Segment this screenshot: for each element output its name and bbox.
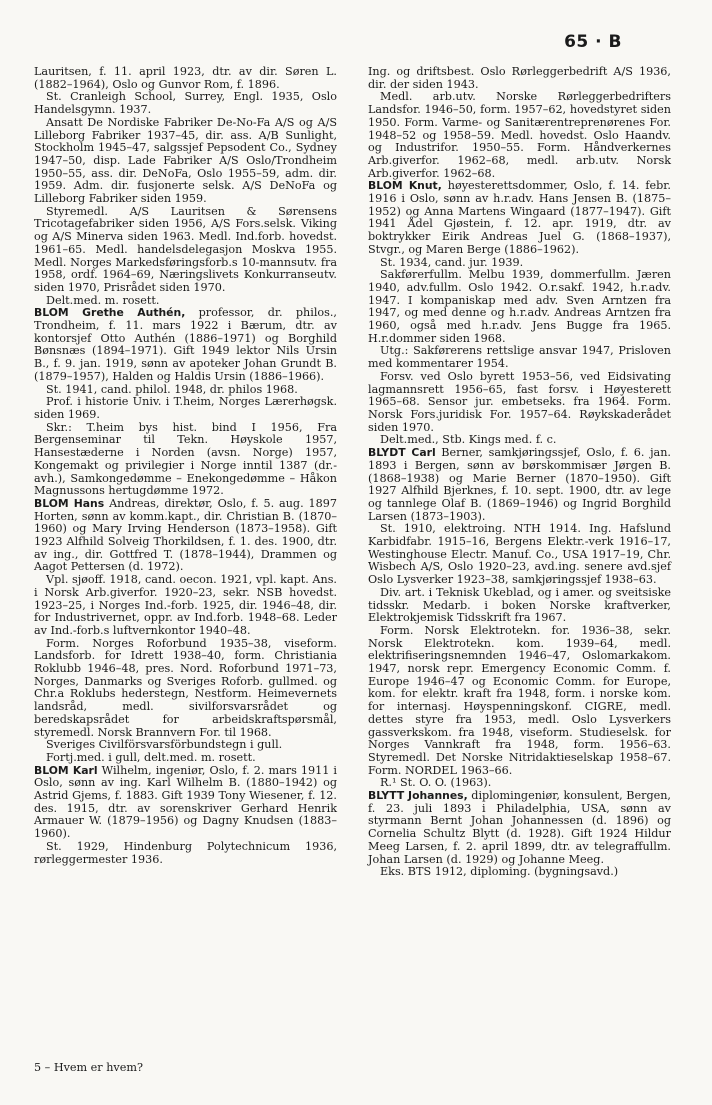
entry-text: professor, dr. philos., Trondheim, f. 11. mars 1922 i Bærum, dtr. av kontorsjef Otto Authén (1886–1971) og Borghild Bønsnæs (1894–1971). Gift 1949 lektor Nils Ursin B., f. 9. jan. 1919, sønn av apoteker Johan Grundt B. (1879–1957), Halden og Haldis Ursin (1886–1966). <box>34 306 337 383</box>
paragraph: Medl. arb.utv. Norske Rørleggerbedrifters Landsfor. 1946–50, form. 1957–62, hovedstyret siden 1950. Form. Varme- og Sanitærentreprenørenes For. 1948–52 og 1958–59. Medl. hovedst. Oslo Haandv. og Industrifor. 1950–55. Form. Håndverkernes Arb.giverfor. 1962–68, medl. arb.utv. Norsk Arb.giverfor. 1962–68. <box>368 90 671 180</box>
paragraph: Forsv. ved Oslo byrett 1953–56, ved Eidsivating lagmannsrett 1956–65, fast forsv. i Høyesterett 1965–68. Sensor jur. embetseks. fra 1964. Form. Norsk Fors.juridisk For. 1957–64. Røykskaderådet siden 1970. <box>368 369 671 434</box>
entry-heading: BLOM Karl <box>34 763 98 777</box>
entry-heading: BLYTT Johannes, <box>368 789 468 803</box>
entry-text: diplomingeniør, konsulent, Bergen, f. 23. juli 1893 i Philadelphia, USA, sønn av styrmann Bernt Johan Johannessen (d. 1896) og Cornelia Schultz Blytt (d. 1928). Gift 1924 Hildur Meeg Larsen, f. 2. april 1899, dtr. av telegraffullm. Johan Larsen (d. 1929) og Johanne Meeg. <box>368 789 671 866</box>
paragraph: St. 1941, cand. philol. 1948, dr. philos 1968. <box>46 382 298 396</box>
paragraph: Form. Norges Roforbund 1935–38, viseform. Landsforb. for Idrett 1938–40, form. Christiania Roklubb 1946–48, pres. Nord. Roforbund 1971–73, Norges, Danmarks og Sveriges Roforb. gullmed. og Chr.a Roklubs hederstegn, Nestform. Heimevernets landsråd, medl. sivilforsvarsrådet og beredskapsrådet for arbeidskraftspørsmål, styremedl. Norsk Brannvern For. til 1968. <box>34 636 337 739</box>
paragraph: Styremedl. A/S Lauritsen & Sørensens Tricotagefabriker siden 1956, A/S Fors.selsk. Viking og A/S Minerva siden 1963. Medl. Ind.forb. hovedst. 1961–65. Medl. handelsdelegasjon Moskva 1955. Medl. Norges Markedsføringsforb.s 10-mannsutv. fra 1958, ordf. 1964–69, Næringslivets Konkurranseutv. siden 1970, Prisrådet siden 1970. <box>34 204 337 294</box>
left-column <box>34 66 337 866</box>
continued-paragraph: Lauritsen, f. 11. april 1923, dtr. av dir. Søren L. (1882–1964), Oslo og Gunvor Rom, f. 1896. <box>34 65 337 91</box>
entry-text: Berner, samkjøringssjef, Oslo, f. 6. jan. 1893 i Bergen, sønn av børskommisær Jørgen B. (1868–1938) og Marie Berner (1870–1950). Gift 1927 Alfhild Bjerknes, f. 10. sept. 1900, dtr. av lege og tannlege Olaf B. (1869–1946) og Ingrid Borghild Larsen (1873–1903). <box>368 446 671 523</box>
continued-paragraph: Ing. og driftsbest. Oslo Rørleggerbedrift A/S 1936, dir. der siden 1943. <box>368 65 671 91</box>
paragraph: Delt.med. m. rosett. <box>46 293 160 307</box>
paragraph: Eks. BTS 1912, diploming. (bygningsavd.) <box>380 865 619 879</box>
paragraph: Delt.med., Stb. Kings med. f. c. <box>380 433 557 447</box>
paragraph: St. 1910, elektroing. NTH 1914. Ing. Hafslund Karbidfabr. 1915–16, Bergens Elektr.-verk 1916–17, Westinghouse Electr. Manuf. Co., USA 1917–19, Chr. Wisbech A/S, Oslo 1920–23, avd.ing. senere avd.sjef Oslo Lysverker 1923–38, samkjøringssjef 1938–63. <box>368 522 671 587</box>
biography-entry <box>368 790 671 866</box>
entry-text: høyesterettsdommer, Oslo, f. 14. febr. 1916 i Oslo, sønn av h.r.adv. Hans Jensen B. (1875–1952) og Anna Martens Wingaard (1877–1947). Gift 1941 Ådel Gjøstein, f. 12. apr. 1919, dtr. av boktrykker Eirik Andreas Juel G. (1868–1937), Stvgr., og Maren Berge (1886–1962). <box>368 179 671 256</box>
entry-heading: BLOM Grethe Authén, <box>34 306 186 320</box>
paragraph: Form. Norsk Elektrotekn. for. 1936–38, sekr. Norsk Elektrotekn. kom. 1939–64, medl. elektrifiseringsnemnden 1946–47, Oslomarkakom. 1947, norsk repr. Emergency Economic Comm. f. Europe 1946–47 og Economic Comm. for Europe, kom. for elektr. kraft fra 1948, form. i norske kom. for internasj. Høyspenningskonf. CIGRE, medl. dettes styre fra 1953, medl. Oslo Lysverkers gassverkskom. fra 1948, viseform. Studieselsk. for Norges Vannkraft fra 1948, form. 1956–63. Styremedl. Det Norske Nitridaktieselskap 1958–67. Form. NORDEL 1963–66. <box>368 623 671 777</box>
paragraph: Fortj.med. i gull, delt.med. m. rosett. <box>46 750 256 764</box>
biography-entry <box>34 307 337 383</box>
paragraph: Prof. i historie Univ. i T.heim, Norges Lærerhøgsk. siden 1969. <box>34 395 337 421</box>
biography-entry <box>34 765 337 841</box>
biography-entry <box>368 180 671 256</box>
paragraph: St. Cranleigh School, Surrey, Engl. 1935, Oslo Handelsgymn. 1937. <box>34 90 337 117</box>
paragraph: R.¹ St. O. O. (1963). <box>380 776 492 790</box>
biography-entry <box>34 498 337 574</box>
paragraph: Skr.: T.heim bys hist. bind I 1956, Fra Bergenseminar til Tekn. Høyskole 1957, Hansestæderne i Norden (avsn. Norge) 1957, Kongemakt og privilegier i Norge inntil 1387 (dr.-avh.), Samkongedømme – Enekongedømme – Håkon Magnussons hertugdømme 1972. <box>34 420 337 498</box>
paragraph: Utg.: Sakførerens rettslige ansvar 1947, Prisloven med kommentarer 1954. <box>368 344 671 371</box>
entry-heading: BLYDT Carl <box>368 446 436 460</box>
entry-text: Wilhelm, ingeniør, Oslo, f. 2. mars 1911 i Oslo, sønn av ing. Karl Wilhelm B. (1880–1942) og Astrid Gjems, f. 1883. Gift 1939 Tony Wiesener, f. 12. des. 1915, dtr. av sorenskriver Gerhard Henrik Armauer W. (1879–1956) og Dagny Knudsen (1883–1960). <box>34 763 337 841</box>
paragraph: Sakførerfullm. Melbu 1939, dommerfullm. Jæren 1940, adv.fullm. Oslo 1942. O.r.sakf. 1942, h.r.adv. 1947. I kompaniskap med adv. Sven Arntzen fra 1947, og med denne og h.r.adv. Andreas Arntzen fra 1960, også med h.r.adv. Jens Bugge fra 1965. H.r.dommer siden 1968. <box>368 268 671 345</box>
right-column <box>368 66 671 879</box>
page-number: 65 · B <box>564 32 622 52</box>
paragraph: St. 1934, cand. jur. 1939. <box>380 255 524 269</box>
page-footer: 5 – Hvem er hvem? <box>34 1061 143 1074</box>
paragraph: Sveriges Civilförsvarsförbundstegn i gull. <box>46 738 283 752</box>
paragraph: St. 1929, Hindenburg Polytechnicum 1936, rørleggermester 1936. <box>34 839 337 866</box>
paragraph: Div. art. i Teknisk Ukeblad, og i amer. og sveitsiske tidsskr. Medarb. i boken Norske kraftverker, Elektrokjemisk Tidsskrift fra 1967. <box>368 585 671 625</box>
paragraph: Ansatt De Nordiske Fabriker De-No-Fa A/S og A/S Lilleborg Fabriker 1937–45, dir. ass. A/B Sunlight, Stockholm 1945–47, salgssjef Pepsodent Co., Sydney 1947–50, disp. Lade Fabriker A/S Oslo/Trondheim 1950–55, ass. dir. DeNoFa, Oslo 1955–59, adm. dir. 1959. Adm. dir. fusjonerte selsk. A/S DeNoFa og Lilleborg Fabriker siden 1959. <box>34 115 337 206</box>
entry-heading: BLOM Hans <box>34 496 105 510</box>
paragraph: Vpl. sjøoff. 1918, cand. oecon. 1921, vpl. kapt. Ans. i Norsk Arb.giverfor. 1920–23, sekr. NSB hovedst. 1923–25, i Norges Ind.-forb. 1925, dir. 1946–48, dir. for Industrivernet, oppr. av Ind.forb. 1948–68. Leder av Ind.-forb.s luftvernkontor 1940–48. <box>34 573 337 637</box>
biography-entry <box>368 447 671 523</box>
entry-heading: BLOM Knut, <box>368 179 442 193</box>
entry-text: Andreas, direktør, Oslo, f. 5. aug. 1897 Horten, sønn av komm.kapt., dir. Christian B. (1870–1960) og Mary Irving Henderson (1873–1958). Gift 1923 Alfhild Solveig Thorkildsen, f. 1. des. 1900, dtr. av ing., dir. Gottfred T. (1878–1944), Drammen og Aagot Pettersen (d. 1972). <box>34 496 337 574</box>
